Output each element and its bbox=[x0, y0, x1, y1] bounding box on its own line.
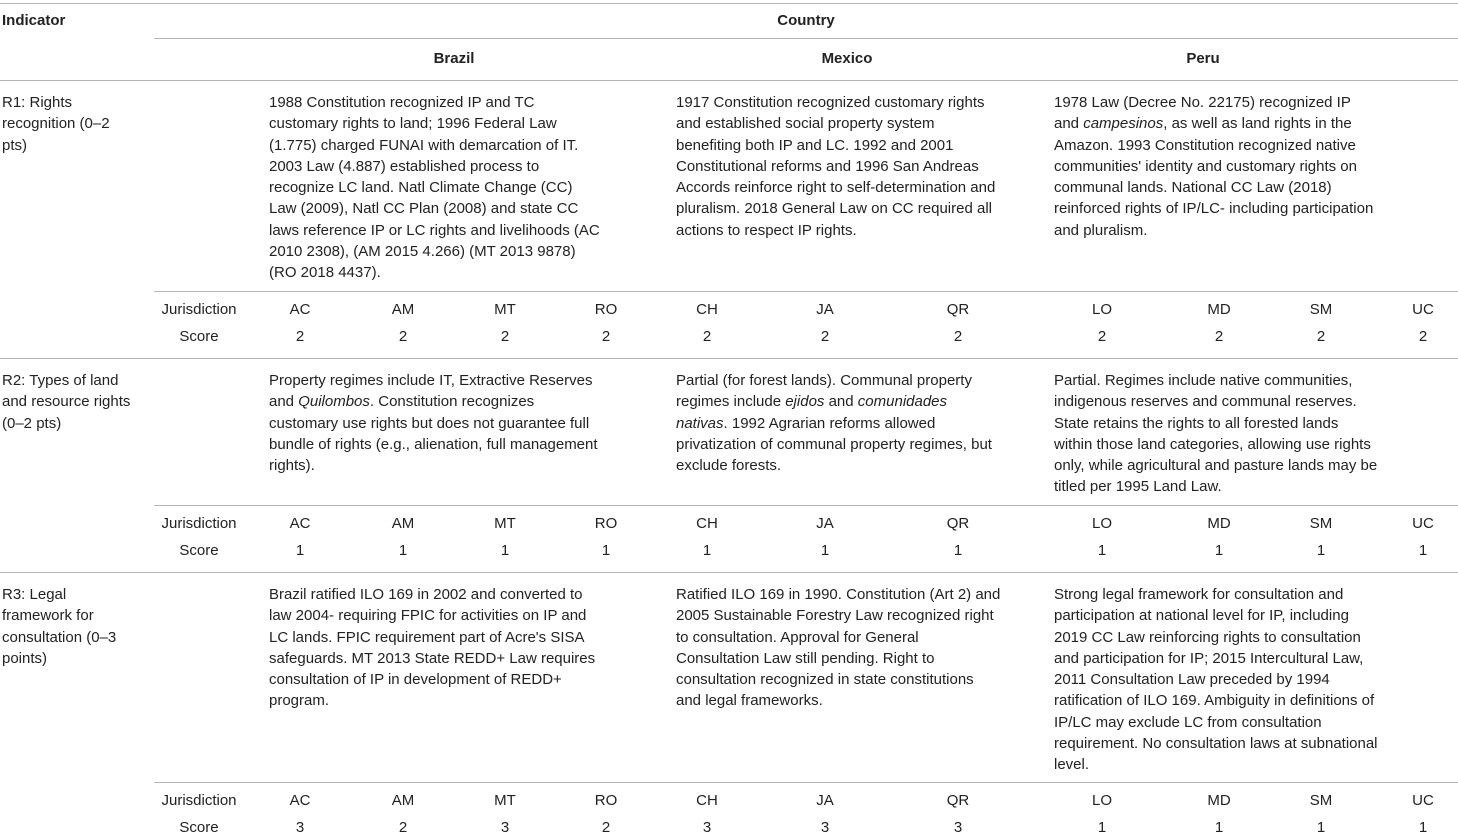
score-lo: 1 bbox=[1097, 819, 1107, 836]
rule-r3-scores bbox=[154, 782, 1458, 783]
score-am: 2 bbox=[398, 819, 408, 836]
jurisdiction-qr: QR bbox=[946, 792, 970, 809]
score-ro: 1 bbox=[601, 542, 611, 559]
indicator-cell: R2: Types of land and resource rights (0–2 pts) bbox=[2, 372, 131, 432]
jurisdiction-qr: QR bbox=[946, 515, 970, 532]
jurisdiction-uc: UC bbox=[1412, 301, 1434, 318]
jurisdiction-uc: UC bbox=[1412, 792, 1434, 809]
jurisdiction-ro: RO bbox=[594, 515, 618, 532]
description-brazil: 1988 Constitution recognized IP and TC customary rights to land; 1996 Federal Law (1.775) charged FUNAI with demarcation of IT. 2003 Law (4.887) established process to recognize LC land. Natl Climate Change (CC) Law (2009), Natl CC Plan (2008) and state CC laws reference IP or LC rights and livelihoods (AC 2010 2308), (AM 2015 4.266) (MT 2013 9878) (RO 2018 4437). bbox=[269, 94, 600, 282]
score-uc: 1 bbox=[1418, 819, 1428, 836]
score-mt: 3 bbox=[500, 819, 510, 836]
score-md: 2 bbox=[1214, 328, 1224, 345]
score-ro: 2 bbox=[601, 328, 611, 345]
jurisdiction-mt: MT bbox=[494, 515, 516, 532]
score-lo: 1 bbox=[1097, 542, 1107, 559]
score-ja: 1 bbox=[820, 542, 830, 559]
score-ja: 3 bbox=[820, 819, 830, 836]
jurisdiction-lo: LO bbox=[1091, 515, 1112, 532]
description-brazil: Brazil ratified ILO 169 in 2002 and converted to law 2004- requiring FPIC for activities on IP and LC lands. FPIC requirement part of Acre's SISA safeguards. MT 2013 State REDD+ Law requires consultation of IP in development of REDD+ program. bbox=[269, 586, 596, 710]
jurisdiction-label: Jurisdiction bbox=[161, 792, 237, 809]
header-country: Country bbox=[777, 12, 835, 29]
description-peru: Strong legal framework for consultation and participation at national level for IP, including 2019 CC Law reinforcing rights to consultation and participation for IP; 2015 Intercultural Law, 2011 Consultation Law preceded by 1994 ratification of ILO 169. Ambiguity in definitions of IP/LC may exclude LC from consultation requirement. No consultation laws at subnational level. bbox=[1054, 586, 1378, 774]
jurisdiction-ja: JA bbox=[816, 301, 834, 318]
header-brazil: Brazil bbox=[433, 50, 475, 67]
score-am: 2 bbox=[398, 328, 408, 345]
jurisdiction-uc: UC bbox=[1412, 515, 1434, 532]
jurisdiction-ac: AC bbox=[289, 515, 311, 532]
jurisdiction-md: MD bbox=[1207, 301, 1231, 318]
score-lo: 2 bbox=[1097, 328, 1107, 345]
score-ac: 1 bbox=[295, 542, 305, 559]
score-sm: 2 bbox=[1316, 328, 1326, 345]
jurisdiction-label: Jurisdiction bbox=[161, 515, 237, 532]
score-ro: 2 bbox=[601, 819, 611, 836]
score-sm: 1 bbox=[1316, 819, 1326, 836]
description-peru: Partial. Regimes include native communities, indigenous reserves and communal reserves. State retains the rights to all forested lands within those land categories, allowing use rights only, while agricultural and pasture lands may be titled per 1995 Land Law. bbox=[1054, 372, 1378, 496]
score-uc: 1 bbox=[1418, 542, 1428, 559]
jurisdiction-ac: AC bbox=[289, 301, 311, 318]
score-uc: 2 bbox=[1418, 328, 1428, 345]
jurisdiction-ac: AC bbox=[289, 792, 311, 809]
rule-r2-bottom bbox=[0, 572, 1458, 573]
jurisdiction-am: AM bbox=[391, 792, 415, 809]
description-mexico: 1917 Constitution recognized customary rights and established social property system benefiting both IP and LC. 1992 and 2001 Constitutional reforms and 1996 San Andreas Accords reinforce right to self-determination and pluralism. 2018 General Law on CC required all actions to respect IP rights. bbox=[676, 94, 996, 239]
score-ac: 2 bbox=[295, 328, 305, 345]
score-label: Score bbox=[179, 328, 219, 345]
score-mt: 2 bbox=[500, 328, 510, 345]
score-qr: 2 bbox=[953, 328, 963, 345]
jurisdiction-lo: LO bbox=[1091, 792, 1112, 809]
jurisdiction-qr: QR bbox=[946, 301, 970, 318]
jurisdiction-md: MD bbox=[1207, 792, 1231, 809]
score-mt: 1 bbox=[500, 542, 510, 559]
score-am: 1 bbox=[398, 542, 408, 559]
score-ch: 2 bbox=[702, 328, 712, 345]
score-qr: 3 bbox=[953, 819, 963, 836]
score-label: Score bbox=[179, 542, 219, 559]
rule-r2-scores bbox=[154, 505, 1458, 506]
description-mexico: Partial (for forest lands). Communal property regimes include ejidos and comunidades nativas. 1992 Agrarian reforms allowed privatization of communal property regimes, but exclude forests. bbox=[676, 372, 992, 475]
jurisdiction-ro: RO bbox=[594, 301, 618, 318]
rule-top bbox=[0, 3, 1458, 4]
jurisdiction-sm: SM bbox=[1309, 792, 1333, 809]
description-brazil: Property regimes include IT, Extractive Reserves and Quilombos. Constitution recognizes customary use rights but does not guarantee full bundle of rights (e.g., alienation, full management rights). bbox=[269, 372, 598, 475]
jurisdiction-label: Jurisdiction bbox=[161, 301, 237, 318]
score-sm: 1 bbox=[1316, 542, 1326, 559]
rule-r1-scores bbox=[154, 291, 1458, 292]
jurisdiction-mt: MT bbox=[494, 792, 516, 809]
score-label: Score bbox=[179, 819, 219, 836]
header-indicator: Indicator bbox=[2, 12, 66, 29]
jurisdiction-sm: SM bbox=[1309, 301, 1333, 318]
rule-header-bottom bbox=[0, 80, 1458, 81]
jurisdiction-ch: CH bbox=[696, 301, 718, 318]
jurisdiction-ch: CH bbox=[696, 515, 718, 532]
jurisdiction-sm: SM bbox=[1309, 515, 1333, 532]
jurisdiction-mt: MT bbox=[494, 301, 516, 318]
jurisdiction-ja: JA bbox=[816, 515, 834, 532]
score-ac: 3 bbox=[295, 819, 305, 836]
header-mexico: Mexico bbox=[821, 50, 873, 67]
jurisdiction-md: MD bbox=[1207, 515, 1231, 532]
indicator-cell: R1: Rights recognition (0–2 pts) bbox=[2, 94, 110, 154]
score-ch: 3 bbox=[702, 819, 712, 836]
indicator-cell: R3: Legal framework for consultation (0–3 points) bbox=[2, 586, 117, 667]
score-md: 1 bbox=[1214, 542, 1224, 559]
rule-country-under bbox=[154, 38, 1458, 39]
description-peru: 1978 Law (Decree No. 22175) recognized IP and campesinos, as well as land rights in the Amazon. 1993 Constitution recognized native communities' identity and customary rights on communal lands. National CC Law (2018) reinforced rights of IP/LC- including participation and pluralism. bbox=[1054, 94, 1374, 239]
header-peru: Peru bbox=[1186, 50, 1220, 67]
jurisdiction-lo: LO bbox=[1091, 301, 1112, 318]
jurisdiction-ja: JA bbox=[816, 792, 834, 809]
score-ja: 2 bbox=[820, 328, 830, 345]
jurisdiction-ro: RO bbox=[594, 792, 618, 809]
jurisdiction-am: AM bbox=[391, 301, 415, 318]
jurisdiction-ch: CH bbox=[696, 792, 718, 809]
score-ch: 1 bbox=[702, 542, 712, 559]
score-qr: 1 bbox=[953, 542, 963, 559]
rule-r1-bottom bbox=[0, 358, 1458, 359]
score-md: 1 bbox=[1214, 819, 1224, 836]
description-mexico: Ratified ILO 169 in 1990. Constitution (Art 2) and 2005 Sustainable Forestry Law recognized right to consultation. Approval for General Consultation Law still pending. Right to consultation recognized in state constitutions and legal frameworks. bbox=[676, 586, 1001, 710]
jurisdiction-am: AM bbox=[391, 515, 415, 532]
